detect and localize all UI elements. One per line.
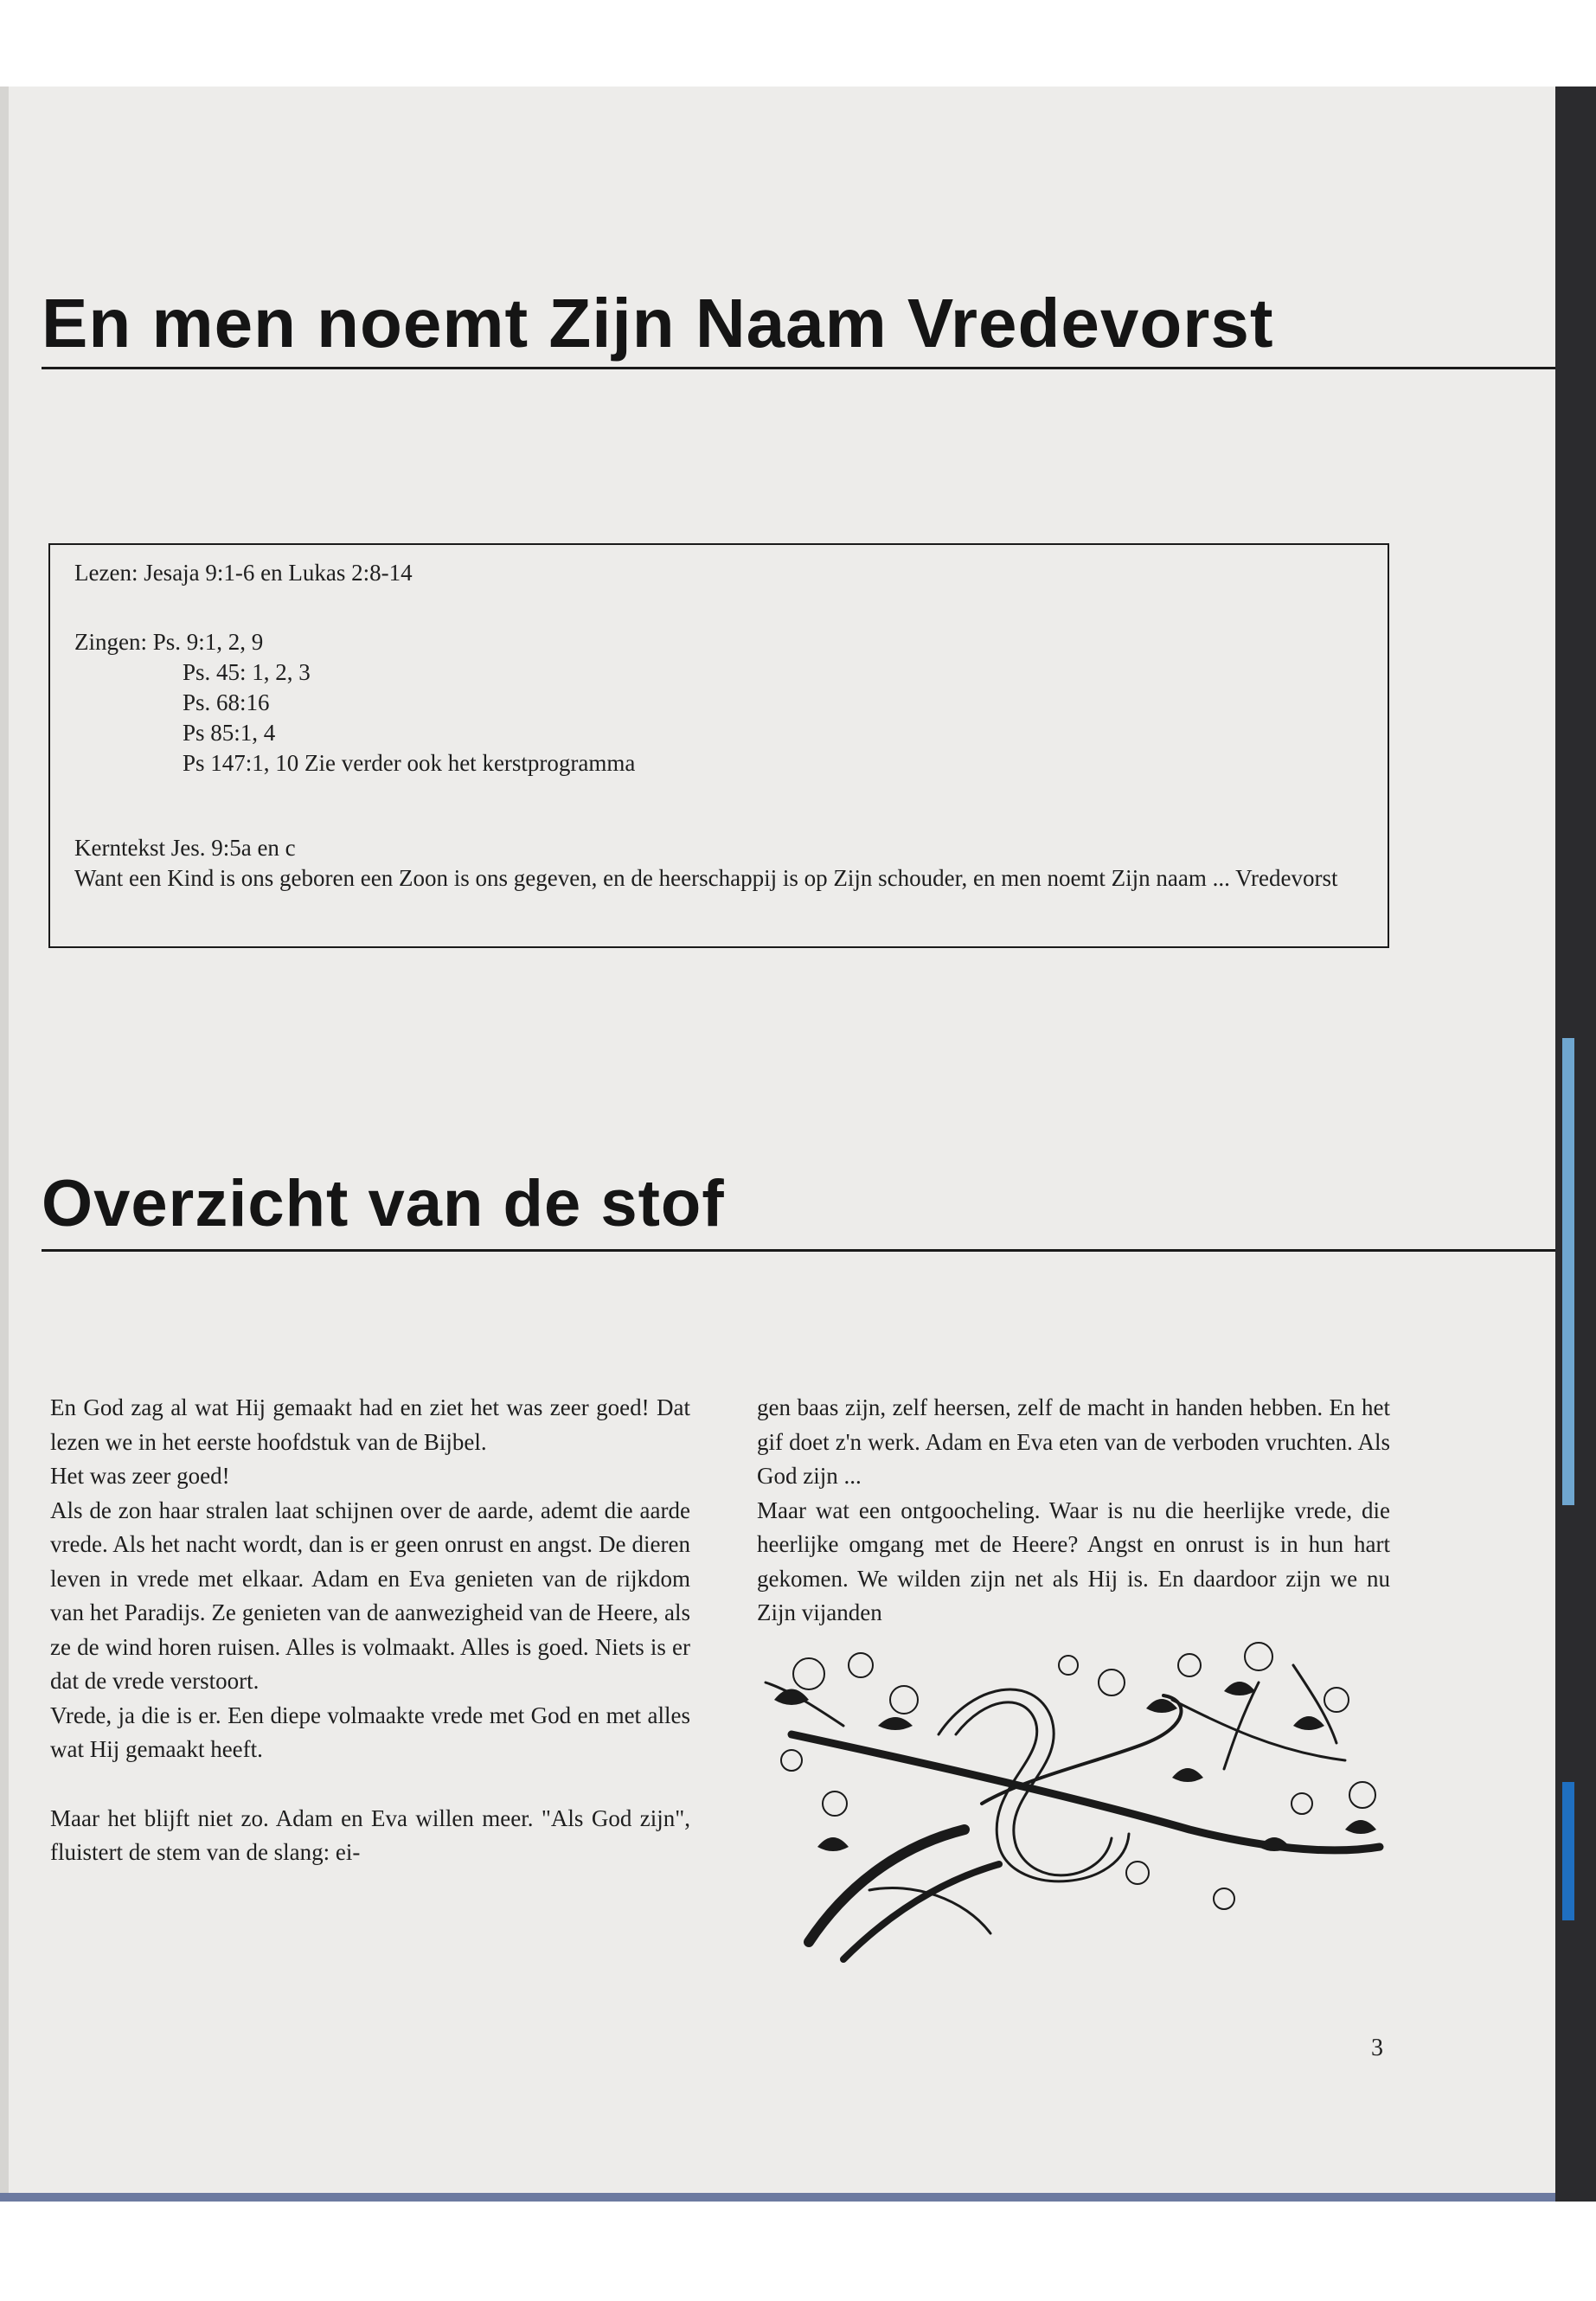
heading-rule — [42, 367, 1555, 369]
overview-heading: Overzicht van de stof — [42, 1167, 725, 1240]
book-binding-edge — [1555, 87, 1596, 2202]
text-column-left — [50, 1391, 690, 1870]
singing-line: Ps. 45: 1, 2, 3 — [183, 659, 311, 685]
paragraph: En God zag al wat Hij gemaakt had en ziet het was zeer goed! Dat lezen we in het eerste hoofdstuk van de Bijbel. — [50, 1394, 690, 1455]
paragraph: Als de zon haar stralen laat schijnen over de aarde, ademt die aarde vrede. Als het nacht wordt, dan is er geen onrust en angst. De dieren leven in vrede met elkaar. Adam en Eva genieten van de rijkdom van het Paradijs. Ze genieten van de aanwezigheid van de Heere, als ze de wind horen ruisen. Alles is volmaakt. Alles is goed. Niets is er dat de vrede verstoort. — [50, 1497, 690, 1694]
text-column-right — [757, 1391, 1390, 1631]
key-text: Want een Kind is ons geboren een Zoon is ons gegeven, en de heerschappij is op Zijn schouder, en men noemt Zijn naam ... Vredevorst — [74, 865, 1338, 891]
serpent-tree-illustration — [740, 1631, 1406, 1968]
scan-background-bottom — [0, 2202, 1596, 2301]
page-left-edge — [0, 87, 9, 2202]
singing-line: Ps. 68:16 — [183, 689, 270, 715]
reading-info-box — [48, 543, 1389, 948]
singing-line: Ps 147:1, 10 Zie verder ook het kerstprogramma — [183, 750, 636, 776]
binding-blue-strip-lower — [1562, 1782, 1574, 1920]
reading-line: Lezen: Jesaja 9:1-6 en Lukas 2:8-14 — [74, 560, 413, 586]
overview-rule — [42, 1249, 1555, 1252]
paragraph: Het was zeer goed! — [50, 1463, 230, 1489]
scan-background-top — [0, 0, 1596, 87]
paragraph: Maar wat een ontgoocheling. Waar is nu die heerlijke vrede, die heerlijke omgang met de Heere? Angst en onrust is in hun hart gekomen. We wilden zijn net als Hij is. En daardoor zijn we nu Zijn vijanden — [757, 1497, 1390, 1625]
singing-line: Ps 85:1, 4 — [183, 720, 276, 746]
paragraph: Maar het blijft niet zo. Adam en Eva willen meer. "Als God zijn", fluistert de stem van de slang: ei- — [50, 1804, 690, 1865]
paragraph: Vrede, ja die is er. Een diepe volmaakte vrede met God en met alles wat Hij gemaakt heeft. — [50, 1702, 690, 1762]
singing-line: Zingen: Ps. 9:1, 2, 9 — [74, 629, 264, 655]
paragraph: gen baas zijn, zelf heersen, zelf de macht in handen hebben. En het gif doet z'n werk. Adam en Eva eten van de verboden vruchten. Als God zijn ... — [757, 1394, 1390, 1489]
page-number: 3 — [1371, 2035, 1383, 2061]
main-heading: En men noemt Zijn Naam Vredevorst — [42, 285, 1274, 362]
page-bottom-edge — [0, 2193, 1555, 2202]
key-text-label: Kerntekst Jes. 9:5a en c — [74, 835, 296, 861]
binding-blue-strip — [1562, 1038, 1574, 1505]
